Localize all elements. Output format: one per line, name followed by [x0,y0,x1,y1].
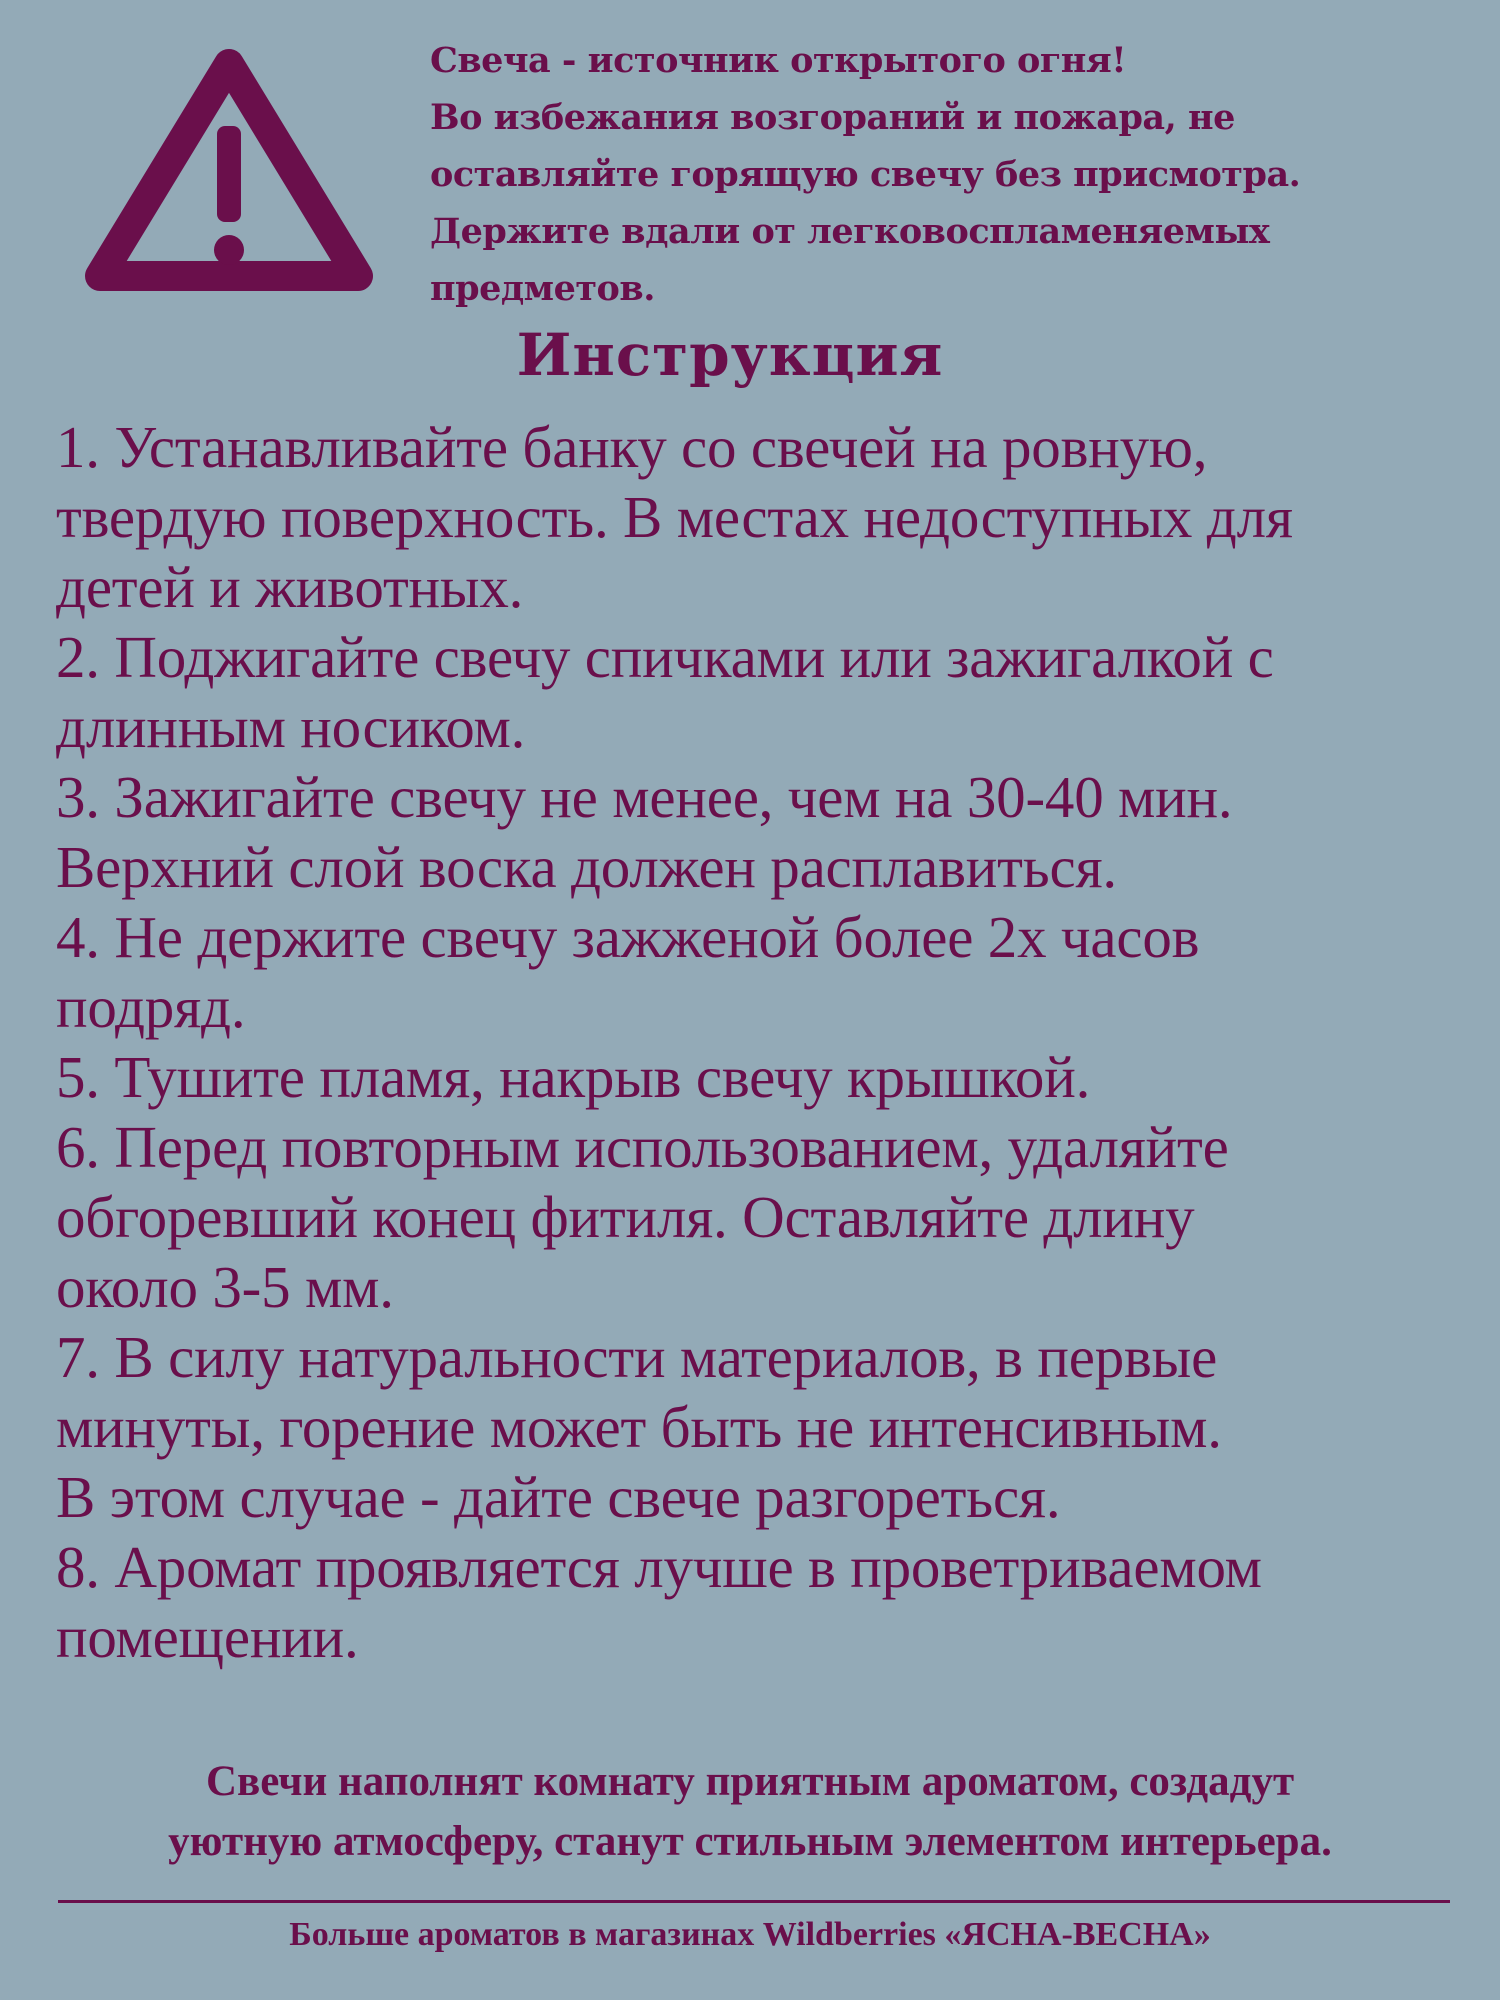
instruction-line: 7. В силу натуральности материалов, в первые [56,1324,1218,1390]
warning-line: Во избежания возгораний и пожара, не [430,97,1235,138]
tagline-line: уютную атмосферу, станут стильным элементом интерьера. [168,1818,1332,1865]
instruction-line: 4. Не держите свечу зажженой более 2х часов [56,904,1200,970]
instruction-line: 6. Перед повторным использованием, удаляйте [56,1114,1229,1180]
warning-line: Держите вдали от легковоспламеняемых [430,211,1270,252]
divider [58,1900,1450,1903]
tagline [0,1752,1500,1872]
instruction-line: обгоревший конец фитиля. Оставляйте длину [56,1184,1195,1250]
instruction-heading: Инструкция [516,321,944,389]
instruction-line: помещении. [56,1604,359,1670]
instruction-line: около 3-5 мм. [56,1254,394,1320]
instruction-list [56,412,1476,1672]
instruction-line: 5. Тушите пламя, накрыв свечу крышкой. [56,1044,1091,1110]
exclamation-triangle-icon [78,40,380,318]
instruction-line: В этом случае - дайте свече разгореться. [56,1464,1061,1530]
instruction-line: подряд. [56,974,246,1040]
instruction-line: детей и животных. [56,554,524,620]
instruction-line: 1. Устанавливайте банку со свечей на ровную, [56,414,1208,480]
fire-warning [430,32,1450,317]
instruction-line: минуты, горение может быть не интенсивным. [56,1394,1222,1460]
warning-line: оставляйте горящую свечу без присмотра. [430,154,1301,195]
instruction-line: длинным носиком. [56,694,526,760]
footer-store-note: Больше ароматов в магазинах Wildberries «ЯСНА-ВЕСНА» [289,1916,1211,1953]
instruction-line: 3. Зажигайте свечу не менее, чем на 30-40 мин. [56,764,1233,830]
instruction-line: твердую поверхность. В местах недоступных для [56,484,1293,550]
instruction-line: Верхний слой воска должен расплавиться. [56,834,1117,900]
instruction-line: 2. Поджигайте свечу спичками или зажигалкой с [56,624,1274,690]
warning-line: Свеча - источник открытого огня! [430,40,1127,81]
tagline-line: Свечи наполнят комнату приятным ароматом, создадут [205,1758,1295,1805]
warning-line: предметов. [430,268,655,309]
instruction-line: 8. Аромат проявляется лучше в проветриваемом [56,1534,1262,1600]
